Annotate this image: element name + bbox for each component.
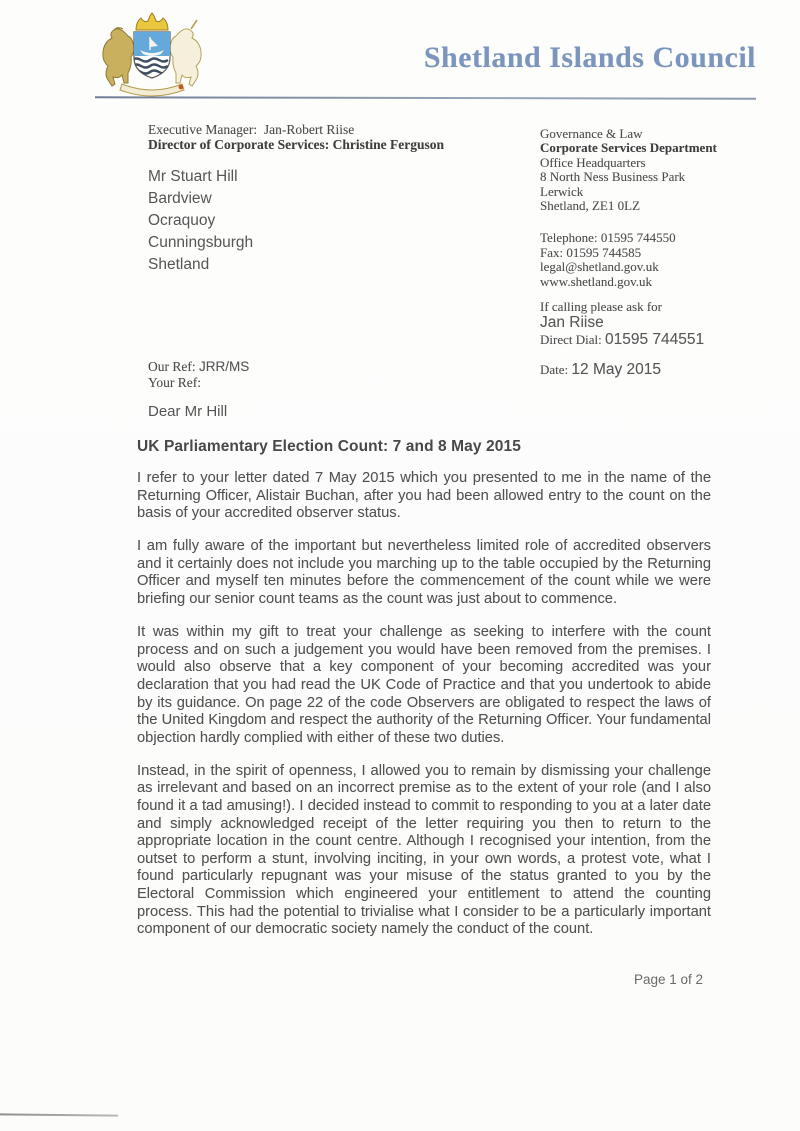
department-block bbox=[540, 127, 717, 213]
our-ref-label: Our Ref: bbox=[148, 359, 199, 374]
our-ref-line bbox=[148, 359, 249, 375]
recipient-address bbox=[148, 166, 253, 276]
department-address-line: Office Headquarters bbox=[540, 154, 646, 170]
division-name: Governance & Law bbox=[540, 126, 643, 141]
letter-body bbox=[137, 470, 711, 954]
recipient-line: Shetland bbox=[148, 256, 210, 273]
fax-line: Fax: 01595 744585 bbox=[540, 244, 642, 260]
recipient-line: Mr Stuart Hill bbox=[148, 168, 238, 185]
executive-manager-label: Executive Manager: bbox=[148, 122, 258, 137]
executive-manager-name: Jan-Robert Riise bbox=[263, 122, 355, 137]
paragraph: I refer to your letter dated 7 May 2015 which you presented to me in the name of the Returning Officer, Alistair Buchan, after you had been allowed entry to the count on the basis of your accredited observer status. bbox=[137, 470, 711, 522]
paragraph: Instead, in the spirit of openness, I allowed you to remain by dismissing your challenge as irrelevant and based on an incorrect premise as to the extent of your role (and I also found it a tad amusing!). I decided instead to commit to responding to you at a later date and simply acknowledged receipt of the letter requiring you then to return to the appropriate location in the count centre. Although I recognised your intention, from the outset to perform a stunt, involving inciting, in your own words, a protest vote, what I found particularly repugnant was your misuse of the status granted to you by the Electoral Commission which engineered your entitlement to attend the counting process. This had the potential to trivialise what I consider to be a particularly important component of our democratic society namely the conduct of the count. bbox=[137, 762, 711, 938]
direct-dial-number: 01595 744551 bbox=[604, 331, 705, 348]
recipient-line: Cunningsburgh bbox=[148, 234, 254, 251]
direct-dial-line bbox=[540, 332, 704, 347]
recipient-line: Bardview bbox=[148, 190, 212, 207]
date-label: Date: bbox=[540, 362, 572, 377]
reference-block bbox=[148, 359, 249, 390]
executive-manager-line bbox=[148, 122, 444, 137]
department-name: Corporate Services Department bbox=[540, 140, 717, 156]
director-line: Director of Corporate Services: Christine Ferguson bbox=[148, 137, 445, 152]
coat-of-arms-icon bbox=[98, 8, 206, 100]
your-ref-line: Your Ref: bbox=[148, 374, 202, 390]
subject-line: UK Parliamentary Election Count: 7 and 8 May 2015 bbox=[137, 438, 521, 455]
recipient-line: Ocraquoy bbox=[148, 212, 216, 229]
direct-dial-label: Direct Dial: bbox=[540, 332, 605, 347]
department-address-line: Lerwick bbox=[540, 183, 584, 199]
website-line: www.shetland.gov.uk bbox=[540, 273, 653, 289]
department-address-line: Shetland, ZE1 0LZ bbox=[540, 198, 641, 214]
calling-block bbox=[540, 299, 704, 347]
telephone-line: Telephone: 01595 744550 bbox=[540, 230, 676, 245]
paragraph: I am fully aware of the important but nevertheless limited role of accredited observers and it certainly does not include you marching up to the table occupied by the Returning Officer and myself ten minutes before the commencement of the count while we were briefing our senior count teams as the count was just about to commence. bbox=[137, 538, 711, 608]
calling-intro: If calling please ask for bbox=[540, 299, 663, 314]
email-line: legal@shetland.gov.uk bbox=[540, 259, 659, 275]
department-address-line: 8 North Ness Business Park bbox=[540, 169, 686, 185]
date-row bbox=[540, 361, 661, 379]
page-number: Page 1 of 2 bbox=[633, 972, 703, 987]
org-title: Shetland Islands Council bbox=[423, 41, 756, 74]
scan-artifact-line bbox=[0, 1113, 118, 1116]
our-ref-value: JRR/MS bbox=[199, 359, 250, 374]
council-coat-of-arms-logo bbox=[98, 8, 206, 100]
date-value: 12 May 2015 bbox=[571, 361, 662, 378]
contact-person-name: Jan Riise bbox=[540, 314, 604, 331]
officials-block bbox=[148, 122, 444, 152]
contact-block bbox=[540, 231, 676, 289]
salutation: Dear Mr Hill bbox=[148, 403, 228, 420]
paragraph: It was within my gift to treat your challenge as seeking to interfere with the count process and on such a judgement you would have been removed from the premises. I would also observe that a key component of your becoming accredited was your declaration that you had read the UK Code of Practice and that you undertook to abide by its guidance. On page 22 of the code Observers are obligated to respect the laws of the United Kingdom and respect the authority of the Returning Officer. Your fundamental objection hardly complied with either of these two duties. bbox=[137, 624, 711, 746]
